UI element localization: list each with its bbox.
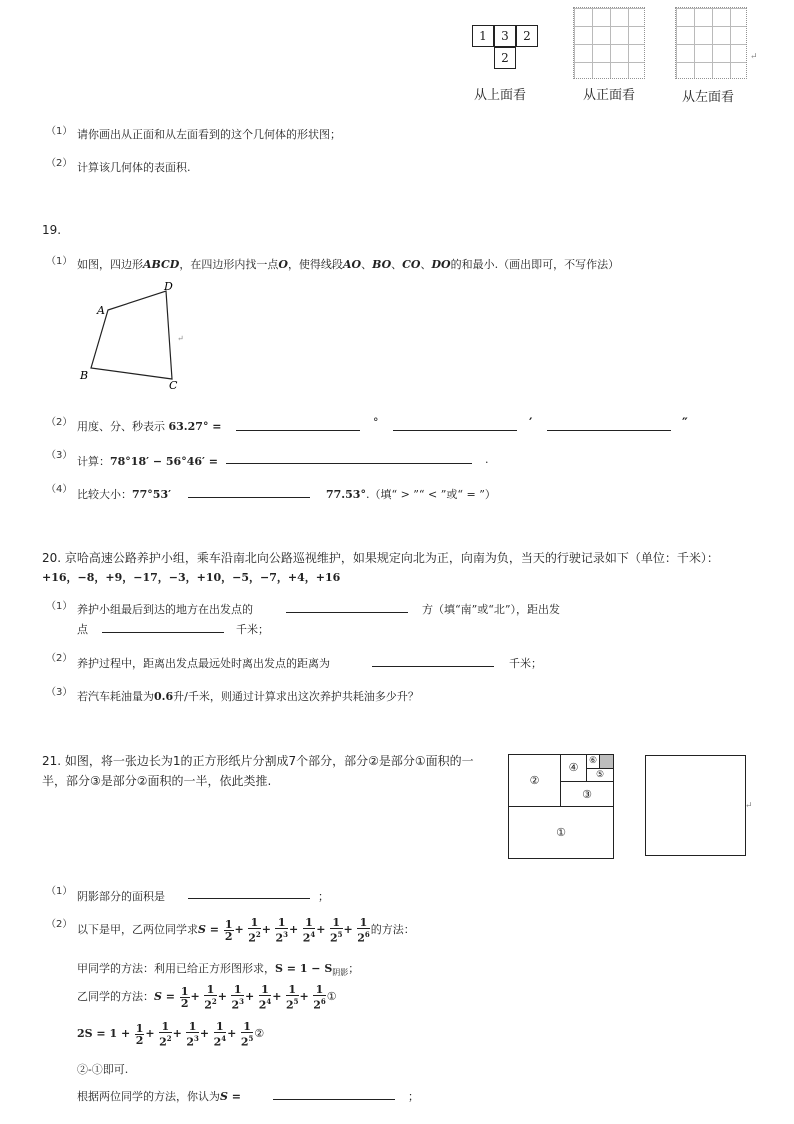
quadrilateral-abcd-figure	[78, 280, 188, 395]
final-end: ；	[408, 1090, 419, 1103]
degree-symbol: °	[373, 416, 379, 429]
front-view-grid[interactable]	[573, 7, 645, 79]
q19-p2-number: （2）	[46, 417, 73, 428]
q20-p1-text-a: 养护小组最后到达的地方在出发点的	[77, 603, 253, 616]
top-view-cell: 3	[494, 25, 516, 47]
q18-p2-text: 计算该几何体的表面积.	[77, 161, 191, 174]
top-view-cell: 2	[494, 47, 516, 69]
q19-title: 19.	[42, 223, 62, 237]
q20-p2-number: （2）	[46, 653, 73, 664]
q21-p1-number: （1）	[46, 886, 73, 897]
q20-p1-text-b: 方（填“南”或“北”），距出发	[422, 603, 560, 616]
final-question: 根据两位同学的方法，你认为S =	[77, 1090, 241, 1103]
q20-p2-distance-blank[interactable]	[372, 656, 494, 667]
q20-p1-text-c: 点	[77, 623, 88, 636]
q20-p1-direction-blank[interactable]	[286, 602, 408, 613]
q19-p3-answer-blank[interactable]	[226, 453, 472, 464]
q21-stem-line1: 21. 如图，将一张边长为1的正方形纸片分割成7个部分，部分②是部分①面积的一	[42, 754, 474, 768]
vertex-d-label: D	[164, 280, 173, 293]
second-symbol: ″	[682, 416, 688, 431]
q20-p1-distance-blank[interactable]	[102, 622, 224, 633]
q19-p2-second-blank[interactable]	[547, 420, 671, 431]
q19-p1-text: 如图，四边形ABCD，在四边形内找一点O，使得线段AO、BO、CO、DO的和最小.（画出即可，不写作法）	[77, 258, 620, 271]
part-2: ②	[509, 755, 561, 807]
label-front-view: 从正面看	[583, 88, 636, 103]
q19-p4-number: （4）	[46, 484, 73, 495]
q20-p2-text-b: 千米；	[509, 657, 542, 670]
partitioned-square	[508, 754, 614, 859]
q19-p3-period: .	[485, 453, 489, 466]
vertex-c-label: C	[169, 379, 178, 392]
q18-p2-number: （2）	[46, 158, 73, 169]
q19-p4-text: 比较大小：77°53′	[77, 488, 172, 501]
q19-p3-text: 计算：78°18′ − 56°46′ =	[77, 455, 218, 468]
q19-p1-number: （1）	[46, 256, 73, 267]
yi-equation-2: 2S = 1 + $\frac{1}{2}$ + $\frac{1}{2^2}$ + $\frac{1}{2^3}$ + $\frac{1}{2^4}$ + $\frac{1}{2^5}$ ②	[77, 1019, 265, 1049]
minute-symbol: ′	[529, 416, 533, 431]
shaded-region	[600, 755, 613, 768]
left-view-grid[interactable]	[675, 7, 747, 79]
top-view-figure	[472, 25, 544, 69]
part-4: ④	[561, 755, 587, 781]
q20-p1-number: （1）	[46, 601, 73, 612]
q20-stem: 20. 京哈高速公路养护小组，乘车沿南北向公路巡视维护，如果规定向北为正，向南为负，当天的行驶记录如下（单位：千米）：	[42, 551, 719, 565]
part-3: ③	[561, 781, 613, 807]
q21-p2-number: （2）	[46, 919, 73, 930]
q21-p1-end: ；	[318, 890, 329, 903]
q21-p2-text: 以下是甲，乙两位同学求S = $\frac{1}{2}$ + $\frac{1}{2^2}$ + $\frac{1}{2^3}$ + $\frac{1}{2^4}$ + $\frac{1}{2^5}$ + $\frac{1}{2^6}$ 的方法：	[77, 915, 415, 945]
q20-p3-number: （3）	[46, 687, 73, 698]
part-6: ⑥	[587, 755, 600, 768]
part-5: ⑤	[587, 768, 613, 781]
yi-method: 乙同学的方法：S = $\frac{1}{2}$ + $\frac{1}{2^2}$ + $\frac{1}{2^3}$ + $\frac{1}{2^4}$ + $\frac{1}{2^5}$ + $\frac{1}{2^6}$ ①	[77, 982, 337, 1012]
q19-p3-number: （3）	[46, 450, 73, 461]
part-1: ①	[509, 806, 613, 858]
return-mark: ↵	[177, 334, 184, 343]
vertex-a-label: A	[97, 304, 105, 317]
q20-p3-text: 若汽车耗油量为0.6升/千米，则通过计算求出这次养护共耗油多少升？	[77, 690, 419, 703]
vertex-b-label: B	[80, 369, 89, 382]
q21-p1-area-blank[interactable]	[188, 888, 310, 899]
top-view-cell: 2	[516, 25, 538, 47]
q19-p2-minute-blank[interactable]	[393, 420, 517, 431]
q19-p4-rhs: 77.53°.（填“ > ”“ < ”或“ = ”）	[326, 488, 496, 501]
return-mark: ↵	[750, 52, 758, 62]
q19-p2-text: 用度、分、秒表示 63.27° =	[77, 420, 222, 433]
q19-p2-degree-blank[interactable]	[236, 420, 360, 431]
q20-records: +16，−8，+9，−17，−3，+10，−5，−7，+4，+16	[42, 571, 341, 584]
q20-p1-text-d: 千米；	[236, 623, 269, 636]
q21-stem-line2: 半，部分③是部分②面积的一半，依此类推.	[42, 774, 272, 788]
q19-p4-compare-blank[interactable]	[188, 487, 310, 498]
label-top-view: 从上面看	[474, 88, 527, 103]
q21-p1-text: 阴影部分的面积是	[77, 890, 165, 903]
q18-p1-number: （1）	[46, 126, 73, 137]
top-view-cell: 1	[472, 25, 494, 47]
diff-note: ②-①即可.	[77, 1063, 129, 1076]
empty-square[interactable]	[645, 755, 746, 856]
jia-method: 甲同学的方法：利用已给正方形图形求，$S = 1 - S_{阴影}$；	[77, 962, 360, 978]
return-mark: ↵	[745, 801, 753, 811]
q21-final-answer-blank[interactable]	[273, 1089, 395, 1100]
q20-p2-text-a: 养护过程中，距离出发点最远处时离出发点的距离为	[77, 657, 330, 670]
label-left-view: 从左面看	[682, 90, 735, 105]
q18-p1-text: 请你画出从正面和从左面看到的这个几何体的形状图；	[77, 128, 341, 141]
